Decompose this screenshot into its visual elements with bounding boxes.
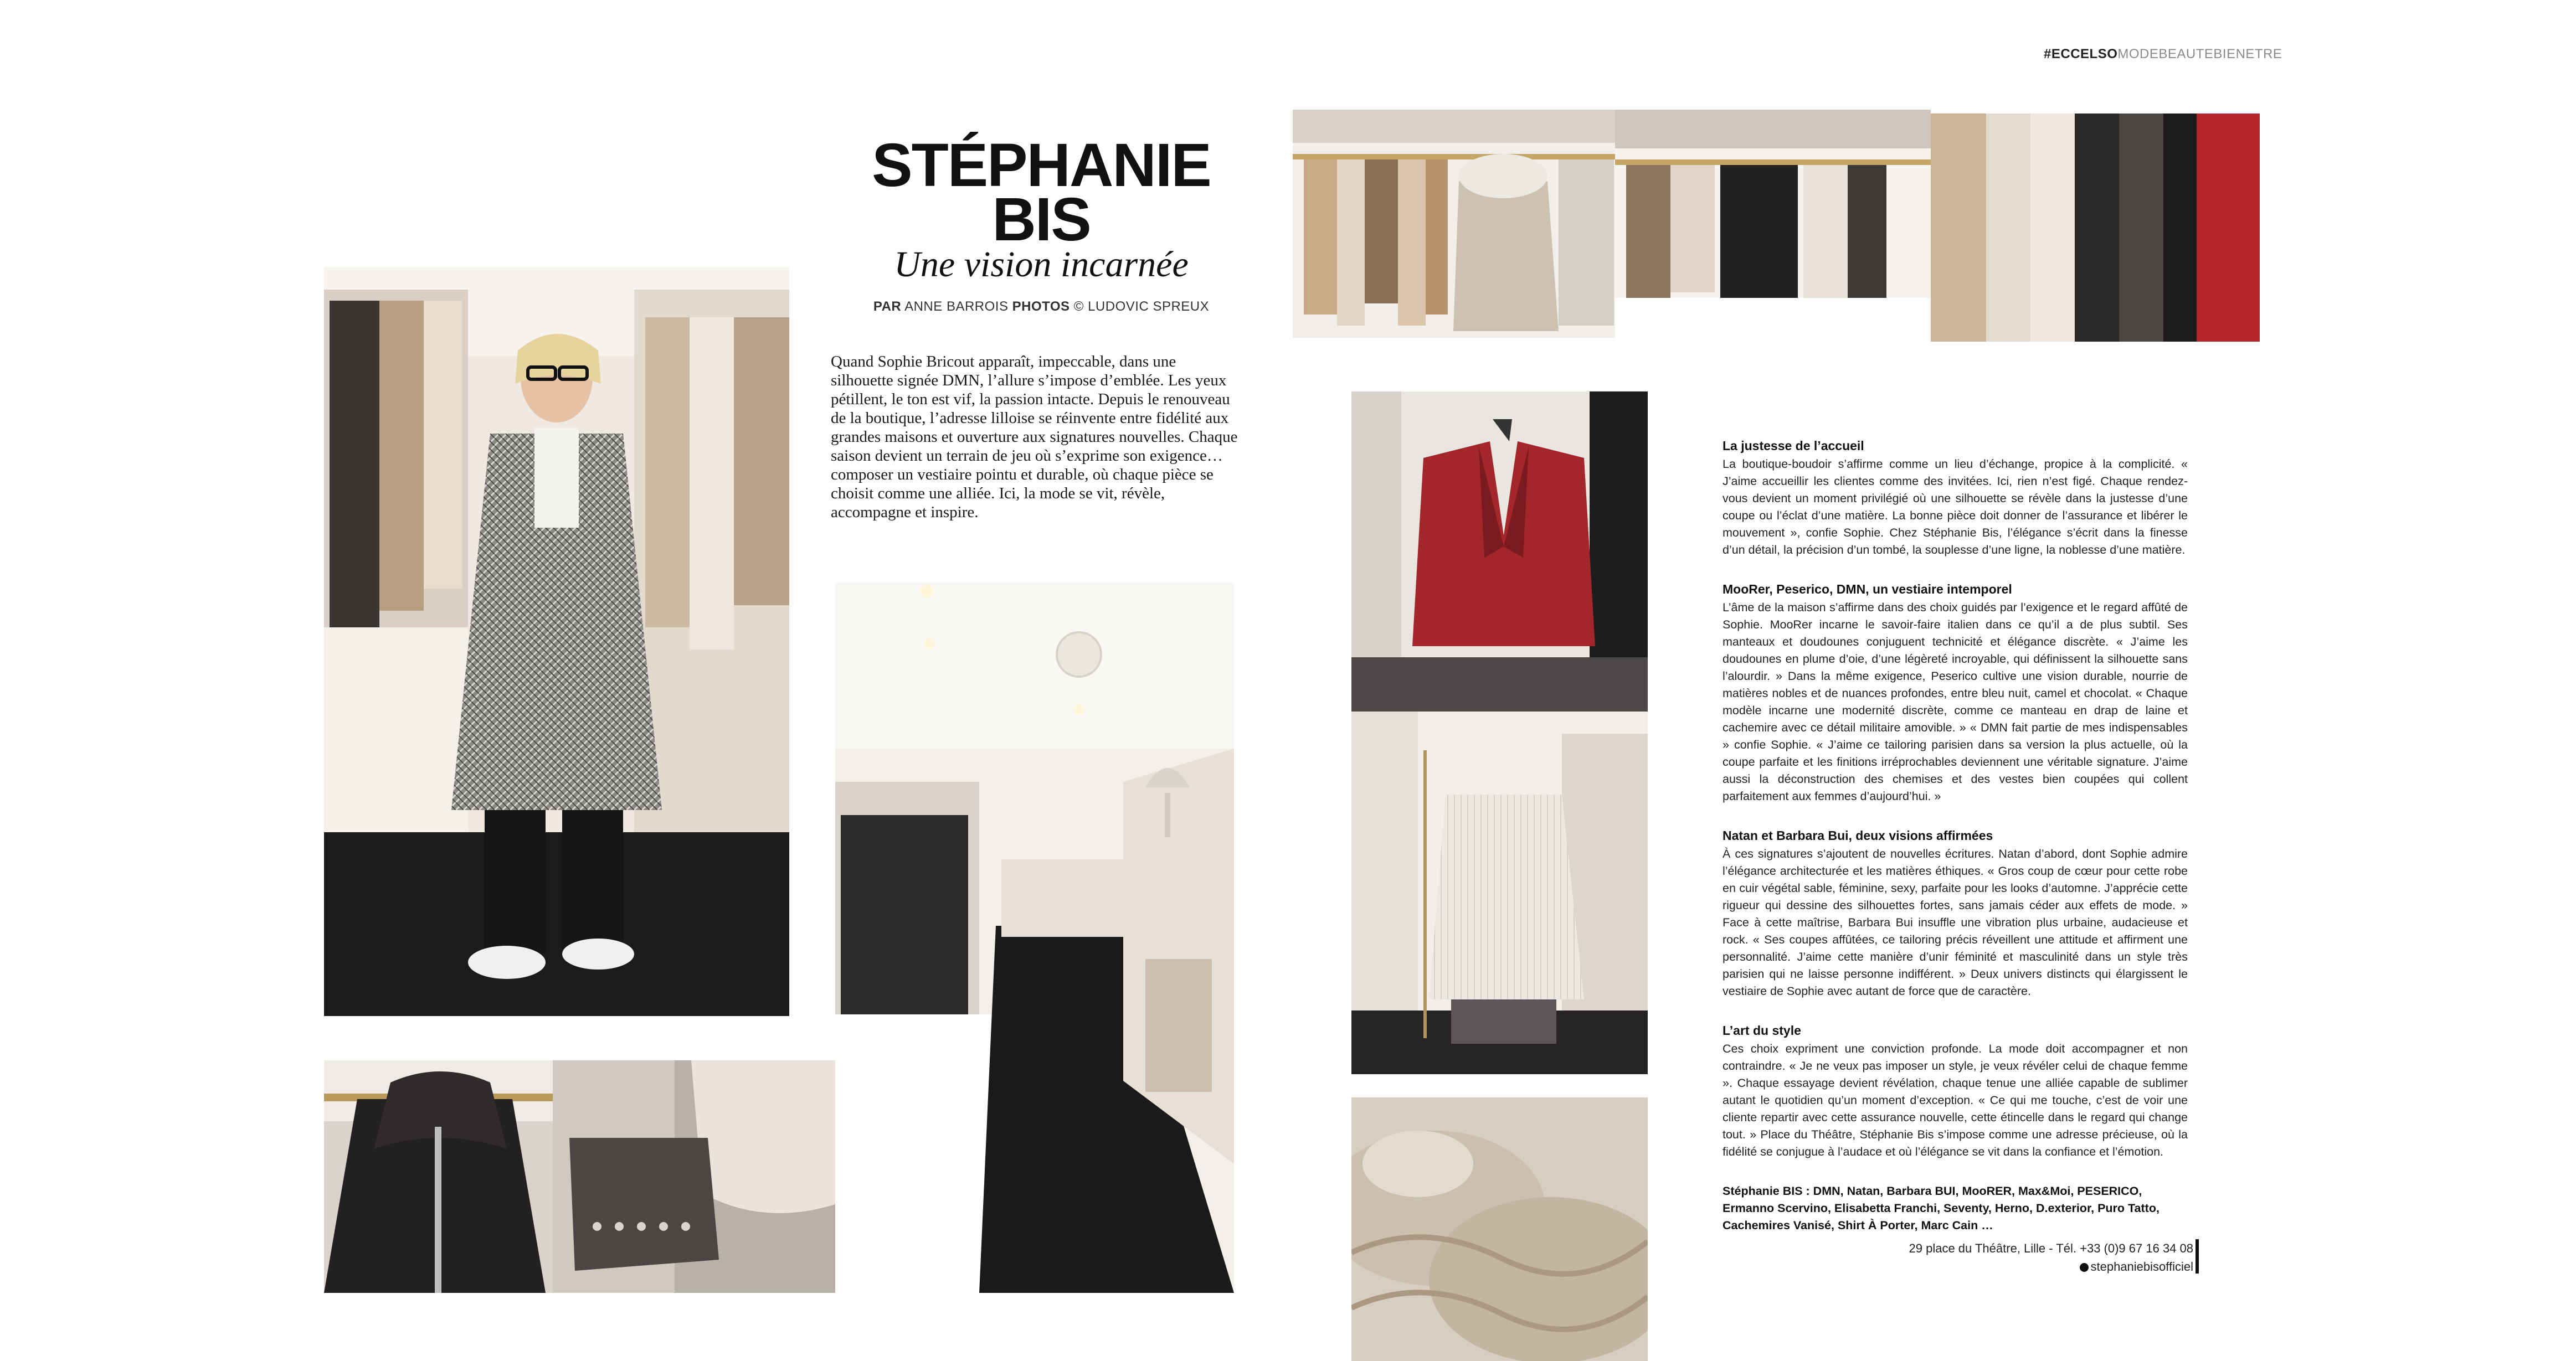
section-title-natan-barbara-bui: Natan et Barbara Bui, deux visions affirmées	[1723, 828, 1993, 843]
title-line-2: BIS	[992, 185, 1091, 254]
magazine-section-tag	[2044, 47, 2282, 62]
portrait-photo	[324, 267, 789, 1016]
section-body-art-du-style: Ces choix expriment une conviction profonde. La mode doit accompagner et non contraindre. « Je ne veux pas imposer un style, je veux révéler celui de chaque femme ». Chaque essayage devient révélation, chaque tenue une alliée capable de sublimer autant le quotidien qu’un moment d’exception. « Ce qui me touche, c’est de voir une cliente repartir avec cette assurance nouvelle, cette étincelle dans le regard qui change tout. » Place du Théâtre, Stéphanie Bis s’impose comme une adresse précieuse, où la fidélité se conjugue à l’audace et où l’élégance se vit dans la confiance et l’émotion.	[1723, 1042, 2188, 1158]
byline-par: PAR	[873, 299, 902, 314]
section-title-accueil: La justesse de l’accueil	[1723, 439, 1864, 453]
boutique-address: 29 place du Théâtre, Lille - Tél. +33 (0)9 67 16 34 08	[1909, 1241, 2193, 1255]
article-subtitle: Une vision incarnée	[894, 244, 1189, 285]
rack-photo-1	[1293, 110, 1615, 338]
fur-collar-jacket-photo	[324, 1060, 553, 1293]
section-title-art-du-style: L’art du style	[1723, 1023, 1801, 1038]
boutique-interior-photo	[835, 582, 1234, 1293]
article-title	[820, 131, 1263, 254]
contact-block	[1905, 1239, 2193, 1276]
section-title-vestiaire: MooRer, Peserico, DMN, un vestiaire intemporel	[1723, 582, 2012, 596]
instagram-text: stephaniebisofficiel	[2090, 1260, 2193, 1274]
studded-knit-photo	[553, 1060, 835, 1293]
knit-closeup-photo	[1351, 1097, 1648, 1361]
byline-photos: PHOTOS	[1012, 299, 1070, 314]
rack-photo-2	[1615, 110, 1931, 338]
byline-photographer: © LUDOVIC SPREUX	[1073, 299, 1210, 314]
white-fur-jacket-photo	[1351, 712, 1648, 1074]
section-name: MODEBEAUTEBIENETRE	[2117, 47, 2282, 61]
section-body-natan-barbara-bui: À ces signatures s’ajoutent de nouvelles écritures. Natan d’abord, dont Sophie admire l’élégance architecturée et les matières éthiques. « Gros coup de cœur pour cette robe en cuir végétal sable, féminine, sexy, parfaite pour les looks d’automne. J’apprécie cette rigueur qui dessine des silhouettes fortes, sans jamais céder aux effets de mode. » Face à cette maîtrise, Barbara Bui insuffle une vibration plus urbaine, audacieuse et rock. « Ses coupes affûtées, ce tailoring précis réveillent une attitude et affirment une personnalité. J’aime cette manière d’unir féminité et masculinité dans un style très parisien qui ne laisse personne indifférent. » Deux univers distincts qui élargissent le vestiaire de Sophie avec autant de force que de caractère.	[1723, 847, 2188, 998]
byline	[820, 299, 1263, 315]
title-line-1: STÉPHANIE	[872, 131, 1211, 199]
instagram-icon	[2080, 1263, 2089, 1272]
magazine-name: #ECCELSO	[2044, 47, 2118, 61]
brand-list: Stéphanie BIS : DMN, Natan, Barbara BUI, MooRER, Max&Moi, PESERICO, Ermanno Scervino, Elisabetta Franchi, Seventy, Herno, D.exterior, Puro Tatto, Cachemires Vanisé, Shirt À Porter, Marc Cain …	[1723, 1184, 2159, 1232]
instagram-handle	[1905, 1257, 2193, 1276]
puffer-jackets-photo	[1931, 114, 2260, 342]
byline-author: ANNE BARROIS	[904, 299, 1009, 314]
intro-paragraph: Quand Sophie Bricout apparaît, impeccable, dans une silhouette signée DMN, l’allure s’impose d’emblée. Les yeux pétillent, le ton est vif, la passion intacte. Depuis le renouveau de la boutique, l’adresse lilloise se réinvente entre fidélité aux grandes maisons et ouverture aux signatures nouvelles. Chaque saison devient un terrain de jeu où s’exprime son exigence… composer un vestiaire pointu et durable, où chaque pièce se choisit comme une alliée. Ici, la mode se vit, révèle, accompagne et inspire.	[831, 353, 1238, 521]
contact-accent-bar	[2195, 1239, 2199, 1274]
section-body-vestiaire: L’âme de la maison s’affirme dans des choix guidés par l’exigence et le regard affûté de Sophie. MooRer incarne le savoir-faire italien dans ce qu’il a de plus subtil. Ses manteaux et doudounes conjuguent technicité et élégance discrète. « J’aime les doudounes en plume d’oie, d’une légèreté incroyable, qui définissent la silhouette sans l’alourdir. » Dans la même exigence, Peserico cultive une vision durable, nourrie de matières nobles et de nuances profondes, entre bleu nuit, camel et chocolat. « Chaque modèle incarne une modernité discrète, comme ce manteau en drap de laine et cachemire avec ce détail militaire amovible. » « DMN fait partie de mes indispensables » confie Sophie. « J’aime ce tailoring parisien dans sa version la plus actuelle, où la coupe parfaite et les finitions irréprochables deviennent une véritable signature. J’aime aussi la déconstruction des chemises et des vestes bien coupées qui collent parfaitement aux femmes d’aujourd’hui. »	[1723, 601, 2188, 803]
article-body	[1723, 437, 2188, 1256]
red-blazer-photo	[1351, 391, 1648, 712]
section-body-accueil: La boutique-boudoir s’affirme comme un lieu d’échange, propice à la complicité. « J’aime accueillir les clientes comme des invitées. Ici, rien n’est figé. Chaque rendez-vous devient un moment privilégié où une silhouette se révèle dans la justesse d’une coupe ou l’éclat d’une matière. La bonne pièce doit donner de l’assurance et libérer le mouvement », confie Sophie. Chez Stéphanie Bis, l’élégance s’écrit dans la finesse d’un détail, la précision d’un tombé, la souplesse d’une ligne, la noblesse d’une matière.	[1723, 457, 2188, 556]
